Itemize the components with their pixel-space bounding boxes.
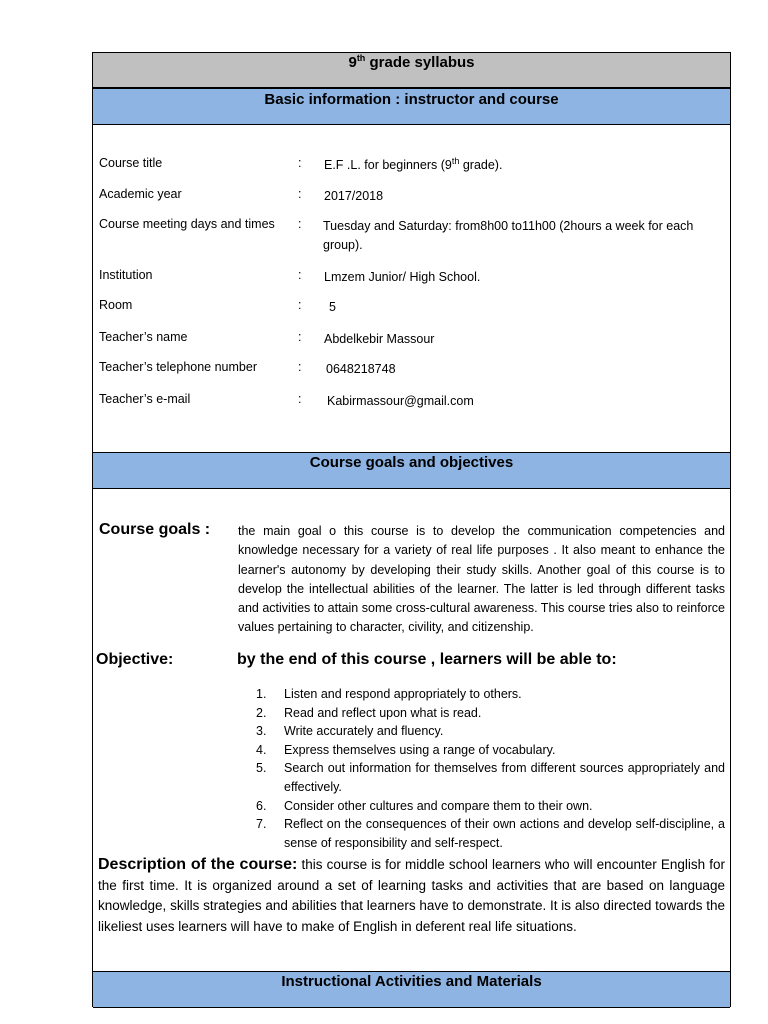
title-grade-sup: th	[356, 53, 366, 63]
section-goals-band	[93, 452, 730, 489]
course-goals-text: the main goal o this course is to develop the communication competencies and knowledge necessary for a variety of real life purposes . It also meant to enhance the learner's autonomy by developing their study skills. Another goal of this course is to develop the intellectual abilities of the learner. The latter is led through different tasks and activities to attain some cross-cultural awareness. This course tries also to reinforce values pertaining to character, civility, and citizenship.	[238, 524, 725, 635]
info-value-post: grade).	[459, 158, 503, 172]
syllabus-title-band	[93, 53, 730, 88]
info-value: Kabirmassour@gmail.com	[327, 394, 474, 408]
info-value: 0648218748	[326, 362, 396, 376]
info-value: 2017/2018	[324, 189, 384, 203]
info-label: Course meeting days and times	[99, 217, 275, 231]
list-item	[253, 685, 725, 704]
title-grade-number: 9	[348, 54, 357, 71]
info-value-sup: th	[451, 155, 460, 166]
objective-lead: by the end of this course , learners will be able to:	[237, 651, 617, 668]
info-value: Lmzem Junior/ High School.	[324, 270, 481, 284]
section-activities-title: Instructional Activities and Materials	[281, 973, 542, 990]
info-colon: :	[298, 360, 302, 374]
info-colon: :	[298, 298, 302, 312]
info-value: Abdelkebir Massour	[324, 332, 435, 346]
info-label: Teacher’s name	[99, 330, 188, 344]
list-item-text: Read and reflect upon what is read.	[284, 705, 482, 720]
list-item-number: 3.	[256, 724, 267, 739]
objective-label: Objective:	[96, 651, 174, 668]
info-colon: :	[298, 217, 302, 231]
section-basic-info-title: Basic information : instructor and course	[264, 91, 559, 108]
list-item-text: Search out information for themselves from different sources appropriately and effectively.	[284, 761, 725, 794]
list-item	[253, 759, 725, 796]
list-item	[253, 722, 725, 741]
list-item-text: Express themselves using a range of vocabulary.	[284, 742, 556, 757]
info-value	[324, 156, 719, 175]
info-label: Institution	[99, 268, 153, 282]
info-value: Tuesday and Saturday: from8h00 to11h00 (2hours a week for each group).	[323, 219, 694, 252]
list-item	[253, 741, 725, 760]
list-item-number: 5.	[256, 761, 267, 776]
objectives-list	[253, 685, 725, 852]
info-colon: :	[298, 268, 302, 282]
list-item-text: Listen and respond appropriately to others.	[284, 687, 522, 701]
list-item-number: 1.	[256, 687, 267, 701]
section-activities-band	[93, 971, 730, 1008]
course-goals-label: Course goals :	[99, 521, 211, 538]
info-colon: :	[298, 187, 302, 201]
list-item	[253, 797, 725, 816]
info-value-pre: E.F .L. for beginners (9	[324, 158, 452, 172]
info-label: Academic year	[99, 187, 182, 201]
list-item-text: Write accurately and fluency.	[284, 724, 444, 739]
info-colon: :	[298, 330, 302, 344]
info-colon: :	[298, 156, 302, 170]
syllabus-title	[348, 54, 474, 71]
list-item-number: 6.	[256, 798, 267, 813]
list-item-number: 7.	[256, 817, 267, 832]
list-item-text: Consider other cultures and compare them to their own.	[284, 798, 593, 813]
course-description-label: Description of the course:	[98, 856, 298, 873]
info-colon: :	[298, 392, 302, 406]
list-item-text: Reflect on the consequences of their own actions and develop self-discipline, a sense of responsibility and self-respect.	[284, 817, 725, 850]
section-goals-title: Course goals and objectives	[309, 454, 514, 471]
info-label: Teacher’s telephone number	[99, 360, 257, 374]
syllabus-table	[92, 52, 731, 1007]
info-label: Room	[99, 298, 133, 312]
list-item	[253, 704, 725, 723]
list-item	[253, 815, 725, 852]
info-label: Course title	[99, 156, 163, 170]
course-description-text: this course is for middle school learners who will encounter English for the first time. It is organized around a set of learning tasks and activities that are based on language knowledge, skills strategies and abilities that learners have to demonstrate. It is also directed towards the likeliest uses learners will have to make of English in deferent real life situations.	[98, 857, 725, 935]
title-text: grade syllabus	[365, 54, 475, 71]
course-description	[98, 855, 725, 938]
info-label: Teacher’s e-mail	[99, 392, 191, 406]
list-item-number: 2.	[256, 705, 267, 720]
section-basic-info-band	[93, 88, 730, 125]
info-value: 5	[329, 300, 336, 314]
list-item-number: 4.	[256, 742, 267, 757]
